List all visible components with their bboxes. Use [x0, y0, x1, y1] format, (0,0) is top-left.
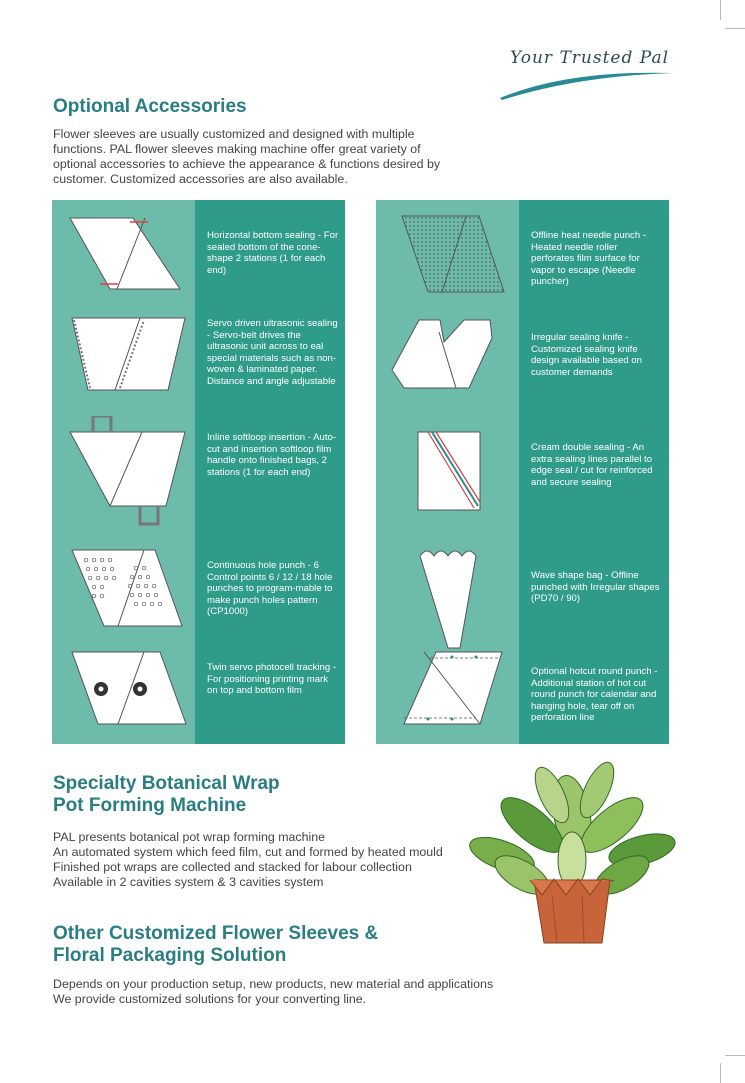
botanical-wrap-description — [53, 830, 483, 890]
photocell-sleeve-diagram-icon — [60, 638, 190, 744]
accessory-text: Continuous hole punch - 6 Control points 6 / 12 / 18 hole punches to program-mable to make punch holes pattern (CP1000) — [207, 560, 333, 618]
accessory-twin-servo-photocell — [52, 638, 345, 744]
accessory-text: Cream double sealing - An extra sealing lines parallel to edge seal / cut for reinforced and secure sealing — [531, 442, 653, 488]
optional-accessories-title: Optional Accessories — [53, 96, 247, 117]
logo-swoosh — [498, 40, 678, 102]
accessory-continuous-hole-punch — [52, 542, 345, 638]
wave-bag-diagram-icon — [384, 542, 514, 652]
text-line: An automated system which feed film, cut and formed by heated mould — [53, 845, 443, 859]
text-line: Depends on your production setup, new products, new material and applications — [53, 977, 494, 991]
accessory-text: Optional hotcut round punch - Additional station of hot cut round punch for calendar and hanging hole, tear off on perforation line — [531, 666, 658, 724]
accessories-panel-left — [52, 200, 345, 744]
accessory-text: Offline heat needle punch - Heated needle roller perforates film surface for vapor to escape (Needle puncher) — [531, 230, 647, 288]
logo-text: Your Trusted Pal — [510, 48, 670, 68]
crop-mark — [720, 0, 721, 20]
customized-solutions-title — [53, 923, 378, 967]
title-line: Pot Forming Machine — [53, 795, 247, 816]
accessory-heat-needle-punch — [376, 200, 669, 308]
crop-mark — [720, 1063, 721, 1083]
brand-logo — [498, 40, 678, 102]
title-line: Other Customized Flower Sleeves & — [53, 923, 379, 944]
hotcut-sleeve-diagram-icon — [384, 638, 514, 744]
accessory-servo-ultrasonic — [52, 308, 345, 416]
double-sealing-sleeve-diagram-icon — [384, 416, 514, 542]
optional-accessories-paragraph: Flower sleeves are usually customized and designed with multiple functions. PAL flower sleeves making machine offer great variety of optional accessories to achieve the appearance & functions desired by customer. Customized accessories are also available. — [53, 127, 441, 186]
ultrasonic-sleeve-diagram-icon — [60, 308, 190, 416]
accessory-horizontal-bottom-sealing — [52, 200, 345, 308]
text-line: PAL presents botanical pot wrap forming machine — [53, 830, 326, 844]
accessory-text: Twin servo photocell tracking - For positioning printing mark on top and bottom film — [207, 662, 337, 697]
softloop-sleeve-diagram-icon — [60, 416, 190, 542]
cone-sleeve-diagram-icon — [60, 200, 190, 308]
accessory-irregular-sealing-knife — [376, 308, 669, 416]
text-line: Available in 2 cavities system & 3 cavities system — [53, 875, 324, 889]
accessory-hotcut-round-punch — [376, 638, 669, 744]
hole-punch-sleeve-diagram-icon — [60, 542, 190, 638]
title-line: Specialty Botanical Wrap — [53, 773, 280, 794]
accessory-text: Irregular sealing knife - Customized sealing knife design available based on customer demands — [531, 332, 642, 378]
accessory-wave-shape-bag — [376, 542, 669, 638]
text-line: Finished pot wraps are collected and stacked for labour collection — [53, 860, 412, 874]
accessory-text: Wave shape bag - Offline punched with Irregular shapes (PD70 / 90) — [531, 570, 660, 605]
title-line: Floral Packaging Solution — [53, 945, 287, 966]
potted-plant-image — [462, 755, 682, 950]
accessory-inline-softloop — [52, 416, 345, 542]
botanical-wrap-title — [53, 773, 280, 817]
accessory-text: Inline softloop insertion - Auto-cut and insertion softloop film handle onto finished bags, 2 stations (1 for each end) — [207, 432, 337, 478]
accessory-cream-double-sealing — [376, 416, 669, 542]
accessories-panel-right — [376, 200, 669, 744]
accessory-text: Horizontal bottom sealing - For sealed bottom of the cone-shape 2 stations (1 for each end) — [207, 230, 339, 276]
irregular-knife-sleeve-diagram-icon — [384, 308, 514, 416]
crop-mark — [725, 28, 745, 29]
accessory-text: Servo driven ultrasonic sealing - Servo-belt drives the ultrasonic unit across to eal special materials such as non-woven & laminated paper. Distance and angle adjustable — [207, 318, 338, 387]
needle-punch-sleeve-diagram-icon — [384, 200, 514, 308]
customized-solutions-description — [53, 977, 523, 1007]
text-line: We provide customized solutions for your converting line. — [53, 992, 367, 1006]
crop-mark — [725, 1055, 745, 1056]
